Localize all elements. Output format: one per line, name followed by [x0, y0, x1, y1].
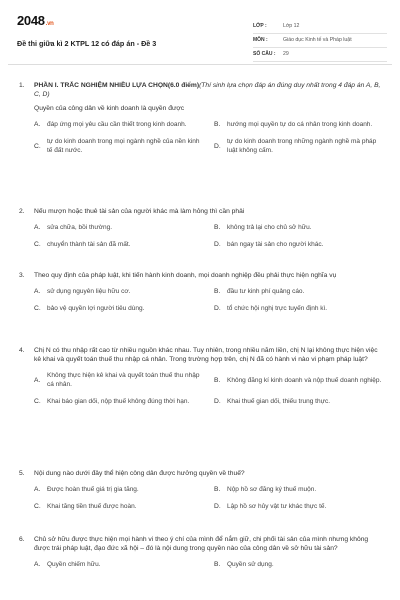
option-letter: B.	[214, 561, 221, 569]
question-number: 2.	[19, 208, 25, 215]
question-body: Nội dung nào dưới đây thể hiện công dân được hưởng quyền về thuế?	[34, 470, 245, 477]
question-body: Chị N có thu nhập rất cao từ nhiều nguồn khác nhau. Tuy nhiên, trong nhiều năm liền, chị N lại không thực hiện việc kê khai và quyết toán thuế thu nhập cá nhân. Trong trường hợp trên, chị N đã có hành vi nào vi phạm pháp luật?	[34, 347, 378, 364]
site-logo[interactable]	[17, 12, 54, 30]
option-a[interactable]	[34, 120, 204, 129]
question-6	[19, 535, 385, 569]
option-letter: C.	[34, 503, 41, 511]
meta-row-class	[253, 20, 387, 34]
option-text: chuyển thành tài sản đã mất.	[47, 241, 131, 249]
option-letter: B.	[214, 288, 221, 296]
option-letter: A.	[34, 288, 41, 296]
question-text	[19, 207, 385, 216]
question-number: 3.	[19, 272, 25, 279]
question-number: 5.	[19, 470, 25, 477]
option-letter: A.	[34, 376, 41, 384]
logo-suffix: .vn	[45, 21, 54, 27]
question-5	[19, 469, 385, 511]
option-c[interactable]	[34, 502, 204, 511]
option-text: tổ chức hội nghị trực tuyến định kì.	[227, 305, 328, 313]
question-body: Chủ sở hữu được thực hiện mọi hành vi theo ý chí của mình để nắm giữ, chi phối tài sản của mình nhưng không được trái pháp luật, đạo đức xã hội – đó là nội dung trong quyền nào của công dân về sở hữu tài sản?	[34, 536, 369, 553]
question-number: 6.	[19, 536, 25, 543]
option-b[interactable]	[214, 287, 384, 296]
option-text: Lập hồ sơ hủy vật tư khác thực tế.	[227, 503, 327, 511]
option-letter: B.	[214, 224, 221, 232]
question-number: 1.	[19, 82, 25, 89]
option-letter: D.	[214, 503, 221, 511]
option-text: đáp ứng mọi yêu cầu cần thiết trong kinh doanh.	[47, 121, 187, 129]
option-b[interactable]	[214, 371, 384, 389]
option-c[interactable]	[34, 397, 204, 406]
option-text: Quyền sử dụng.	[227, 561, 274, 569]
option-d[interactable]	[214, 240, 384, 249]
answer-options	[34, 120, 384, 155]
option-letter: C.	[34, 142, 41, 150]
option-text: bán ngay tài sản cho người khác.	[227, 241, 324, 249]
option-text: tự do kinh doanh trong những ngành nghề mà pháp luật không cấm.	[227, 138, 377, 155]
option-c[interactable]	[34, 304, 204, 313]
option-b[interactable]	[214, 223, 384, 232]
option-letter: A.	[34, 486, 41, 494]
option-a[interactable]	[34, 485, 204, 494]
option-letter: D.	[214, 241, 221, 249]
logo-main: 2048	[17, 13, 45, 28]
option-a[interactable]	[34, 560, 204, 569]
question-3	[19, 271, 385, 313]
header-divider	[8, 64, 392, 65]
exam-meta-table	[253, 20, 387, 62]
option-text: Nộp hồ sơ đăng ký thuế muộn.	[227, 486, 317, 494]
question-1	[19, 81, 385, 155]
question-text	[19, 271, 385, 280]
option-text: tự do kinh doanh trong mọi ngành nghề của nền kinh tế đất nước.	[47, 138, 200, 155]
meta-label: LỚP :	[253, 23, 267, 30]
option-text: đầu tư kinh phí quảng cáo.	[227, 288, 305, 296]
meta-value: 29	[283, 50, 289, 57]
option-letter: A.	[34, 224, 41, 232]
option-letter: B.	[214, 486, 221, 494]
question-2	[19, 207, 385, 249]
answer-options	[34, 560, 384, 569]
option-text: không trả lại cho chủ sở hữu.	[227, 224, 312, 232]
option-c[interactable]	[34, 240, 204, 249]
answer-options	[34, 371, 384, 406]
question-text	[19, 469, 385, 478]
question-number: 4.	[19, 347, 25, 354]
meta-value: Lớp 12	[283, 22, 300, 29]
meta-label: SỐ CÂU :	[253, 51, 276, 58]
question-text	[19, 535, 385, 553]
option-b[interactable]	[214, 120, 384, 129]
option-a[interactable]	[34, 223, 204, 232]
option-text: Quyền chiếm hữu.	[47, 561, 101, 569]
option-text: sử dụng nguyên liệu hữu cơ.	[47, 288, 131, 296]
question-text	[19, 346, 385, 364]
option-d[interactable]	[214, 397, 384, 406]
option-letter: D.	[214, 398, 221, 406]
option-letter: C.	[34, 305, 41, 313]
option-b[interactable]	[214, 485, 384, 494]
option-letter: B.	[214, 376, 221, 384]
option-letter: A.	[34, 561, 41, 569]
option-letter: D.	[214, 305, 221, 313]
option-letter: D.	[214, 142, 221, 150]
option-a[interactable]	[34, 371, 204, 389]
option-letter: A.	[34, 121, 41, 129]
option-c[interactable]	[34, 137, 204, 155]
option-d[interactable]	[214, 502, 384, 511]
option-text: Không đăng kí kinh doanh và nộp thuế doanh nghiệp.	[227, 376, 382, 384]
option-text: Không thực hiện kê khai và quyết toán thuế thu nhập cá nhân.	[47, 372, 200, 389]
option-text: Khai báo gian dối, nộp thuế không đúng thời hạn.	[47, 398, 190, 406]
option-text: sửa chữa, bồi thường.	[47, 224, 113, 232]
meta-row-count	[253, 48, 387, 62]
option-letter: C.	[34, 398, 41, 406]
option-text: bảo vệ quyền lợi người tiêu dùng.	[47, 305, 145, 313]
meta-row-subject	[253, 34, 387, 48]
answer-options	[34, 485, 384, 511]
question-text: Quyền của công dân về kinh doanh là quyền được	[34, 105, 185, 113]
part-note: (Thí sinh lựa chọn đáp án đúng duy nhất trong 4 đáp án A, B, C, D)	[34, 82, 381, 99]
option-d[interactable]	[214, 304, 384, 313]
answer-options	[34, 223, 384, 249]
question-4	[19, 346, 385, 406]
exam-title: Đề thi giữa kì 2 KTPL 12 có đáp án - Đề 3	[17, 39, 157, 48]
option-letter: B.	[214, 121, 221, 129]
option-b[interactable]	[214, 560, 384, 569]
option-text: Khai thuế gian dối, thiếu trung thực.	[227, 398, 331, 406]
meta-value: Giáo dục Kinh tế và Pháp luật	[283, 36, 352, 43]
option-a[interactable]	[34, 287, 204, 296]
option-text: Khai tăng tiền thuế được hoàn.	[47, 503, 137, 511]
part-title: PHẦN I. TRẮC NGHIỆM NHIỀU LỰA CHỌN(6.0 điểm)	[34, 82, 200, 89]
option-text: Được hoàn thuế giá trị gia tăng.	[47, 486, 139, 494]
question-body: Theo quy định của pháp luật, khi tiến hành kinh doanh, mọi doanh nghiệp đều phải thực hiện nghĩa vụ	[34, 272, 337, 279]
exam-header	[17, 10, 387, 62]
question-heading	[19, 81, 385, 99]
question-body: Nếu mượn hoặc thuê tài sản của người khác mà làm hỏng thì cần phải	[34, 208, 245, 215]
answer-options	[34, 287, 384, 313]
option-letter: C.	[34, 241, 41, 249]
option-text: hướng mọi quyền tự do cá nhân trong kinh doanh.	[227, 121, 373, 129]
meta-label: MÔN :	[253, 37, 268, 44]
option-d[interactable]	[214, 137, 384, 155]
